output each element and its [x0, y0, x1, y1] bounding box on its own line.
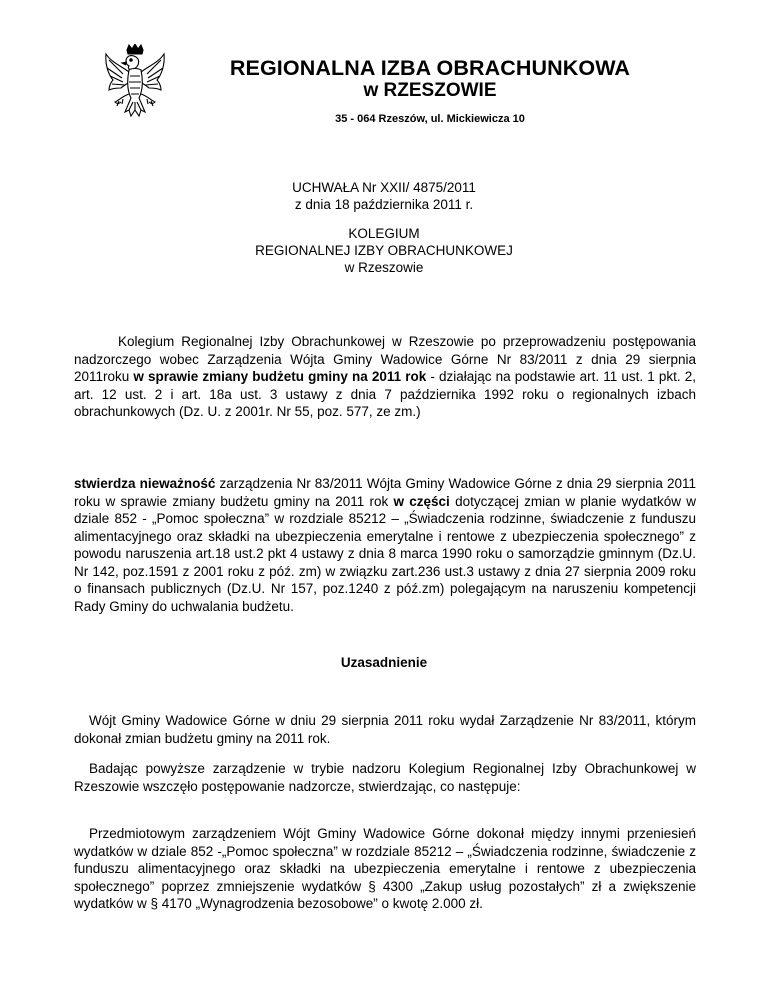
justification-paragraph-2: Badając powyższe zarządzenie w trybie nadzoru Kolegium Regionalnej Izby Obrachunkowej w Rzeszowie wszczęło postępowanie nadzorcze, stwierdzając, co następuje:: [74, 761, 696, 794]
collegium-institution: REGIONALNEJ IZBY OBRACHUNKOWEJ: [255, 243, 513, 258]
justification-paragraph-1: Wójt Gminy Wadowice Górne w dniu 29 sierpnia 2011 roku wydał Zarządzenie Nr 83/2011, którym dokonał zmian budżetu gminy na 2011 rok.: [74, 713, 696, 746]
decision-text: zarządzenia Nr 83/2011 Wójta Gminy Wadowice Górne z dnia 29 sierpnia 2011 roku w sprawie zmiany budżetu gminy na 2011 rok: [74, 476, 697, 509]
collegium-title: KOLEGIUM: [348, 226, 420, 241]
institution-city: w RZESZOWIE: [363, 80, 497, 101]
collegium-city: w Rzeszowie: [344, 260, 424, 275]
decision-details: dotyczącej zmian w planie wydatków w dziale 852 - „Pomoc społeczna” w rozdziale 85212 – „Świadczenia rodzinne, świadczenie z funduszu alimentacyjnego oraz składki na ubezpieczenia emerytalne i rentowe z ubezpieczenia społecznego” z powodu naruszenia art.18 ust.2 pkt 4 ustawy z dnia 8 marca 1990 roku o samorządzie gminnym (Dz.U. Nr 142, poz.1591 z 2001 roku z póź. zm) w związku zart.236 ust.3 ustawy z dnia 27 sierpnia 2009 roku o finansach publicznych (Dz.U. Nr 157, poz.1240 z póź.zm) polegającym na naruszeniu kompetencji Rady Gminy do uchwalania budżetu.: [74, 493, 696, 614]
intro-subject: w sprawie zmiany budżetu gminy na 2011 rok: [133, 369, 427, 384]
intro-paragraph: [74, 333, 696, 421]
intro-legal-basis: - działając na podstawie art. 11 ust. 1 pkt. 2, art. 12 ust. 2 i art. 18a ust. 3 ustawy z dnia 7 października 1992 roku o regionalnych izbach obrachunkowych (Dz. U. z 2001r. Nr 55, poz. 577, ze zm.): [74, 369, 696, 419]
intro-text: Kolegium Regionalnej Izby Obrachunkowej w Rzeszowie po przeprowadzeniu postępowania nadzorczego wobec Zarządzenia Wójta Gminy Wadowice Górne Nr 83/2011 z dnia 29 sierpnia 2011roku: [74, 334, 696, 384]
resolution-date: z dnia 18 października 2011 r.: [294, 197, 474, 212]
institution-name: REGIONALNA IZBA OBRACHUNKOWA: [229, 56, 631, 80]
decision-verdict: stwierdza nieważność: [74, 476, 216, 491]
eagle-emblem-icon: [103, 44, 167, 126]
justification-heading: Uzasadnienie: [340, 655, 428, 670]
institution-address: 35 - 064 Rzeszów, ul. Mickiewicza 10: [335, 113, 525, 125]
decision-paragraph: [74, 475, 696, 615]
justification-paragraph-3: Przedmiotowym zarządzeniem Wójt Gminy Wadowice Górne dokonał między innymi przeniesień wydatków w dziale 852 -„Pomoc społeczna” w rozdziale 85212 – „Świadczenia rodzinne, świadczenie z funduszu alimentacyjnego oraz składki na ubezpieczenia emerytalne i rentowe z ubezpieczenia społecznego” poprzez zmniejszenie wydatków § 4300 „Zakup usług pozostałych” zł a zwiększenie wydatków w § 4170 „Wynagrodzenia bezosobowe” o kwotę 2.000 zł.: [74, 826, 696, 911]
resolution-number: UCHWAŁA Nr XXII/ 4875/2011: [292, 180, 476, 195]
decision-scope: w części: [393, 493, 450, 509]
